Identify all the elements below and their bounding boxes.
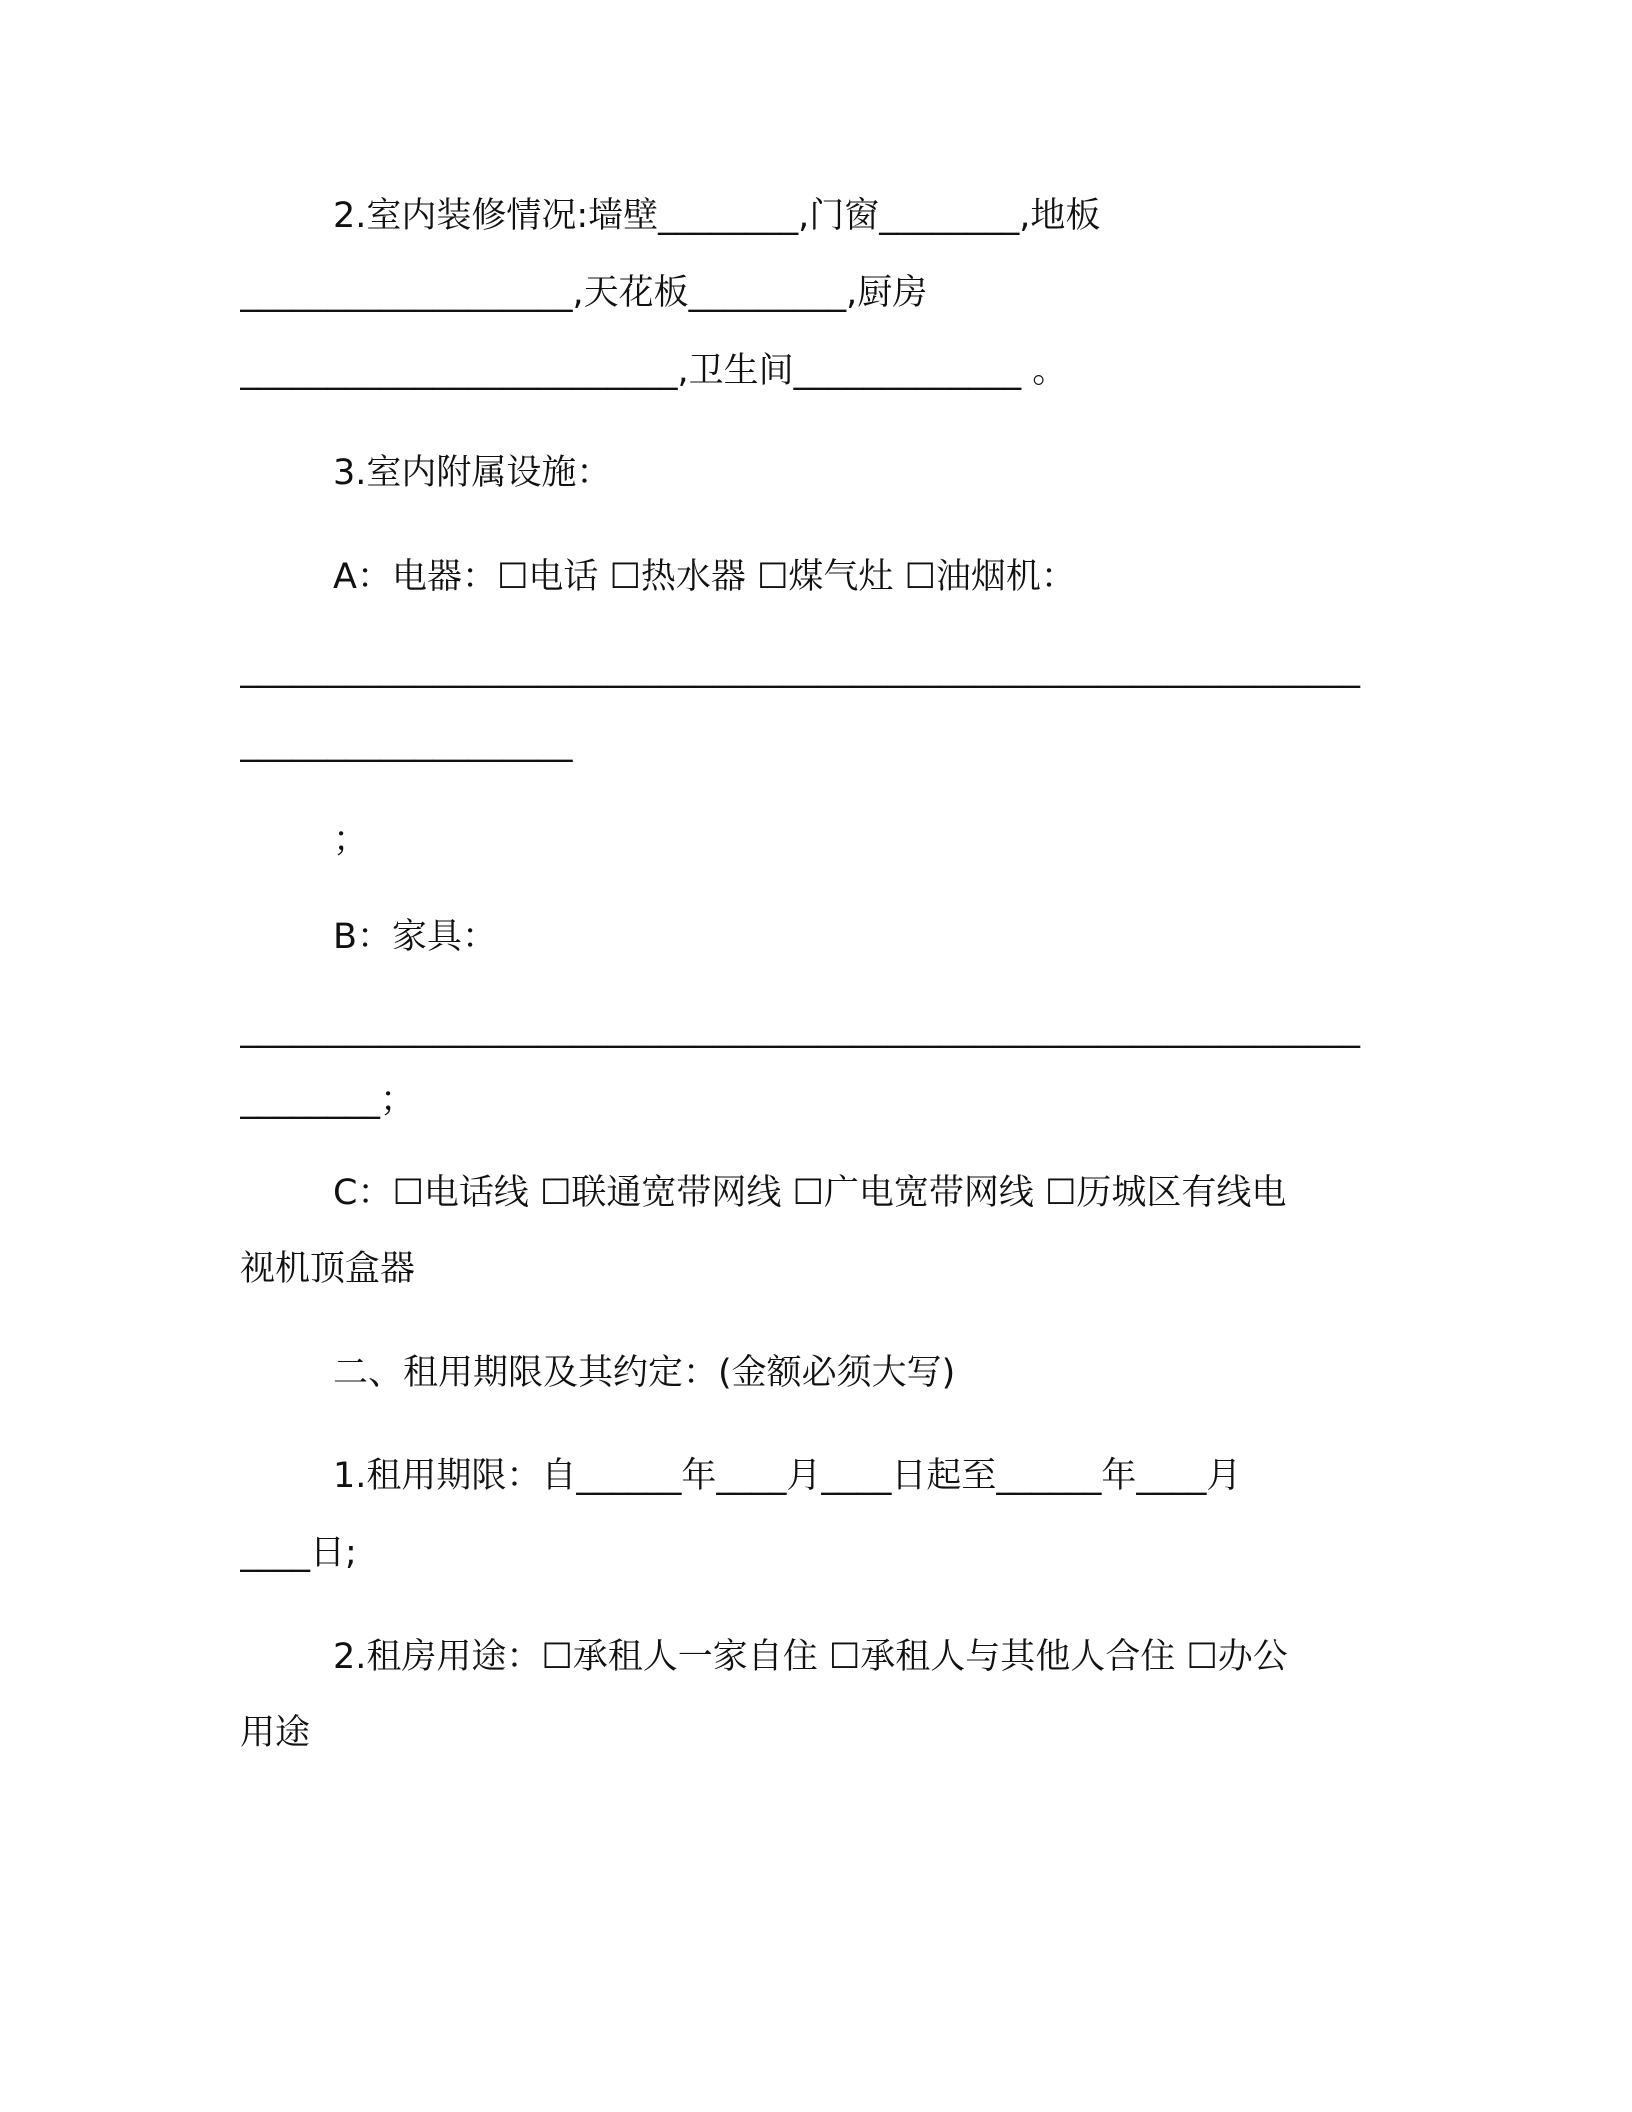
appliances-options: A：电器：☐电话 ☐热水器 ☐煤气灶 ☐油烟机：	[333, 557, 1076, 597]
furniture-blank-line-2: ________；	[240, 1080, 416, 1120]
rental-purpose-line-cont: 用途	[240, 1713, 311, 1753]
facilities-heading: 3.室内附属设施：	[333, 453, 612, 493]
rental-purpose-line: 2.租房用途：☐承租人一家自住 ☐承租人与其他人合住 ☐办公	[333, 1637, 1288, 1677]
network-options-cont: 视机顶盒器	[240, 1249, 416, 1289]
decoration-status-line: 2.室内装修情况:墙壁________,门窗________,地板	[333, 196, 1101, 236]
network-options: C：☐电话线 ☐联通宽带网线 ☐广电宽带网线 ☐历城区有线电	[333, 1173, 1287, 1213]
appliances-blank-line: ________________________________________________________________	[240, 649, 1360, 689]
lease-term-line: 1.租用期限：自______年____月____日起至______年____月	[333, 1456, 1242, 1496]
lease-term-line-cont: ____日;	[240, 1533, 357, 1573]
furniture-label: B：家具：	[333, 917, 498, 957]
section-two-heading: 二、租用期限及其约定：(金额必须大写)	[333, 1353, 956, 1393]
decoration-status-line-cont: ___________________,天花板_________,厨房	[240, 273, 928, 313]
appliances-blank-line-2: ___________________	[240, 723, 573, 763]
appliances-semicolon: ；	[333, 820, 369, 860]
furniture-blank-line: ________________________________________________________________	[240, 1009, 1360, 1049]
decoration-status-line-cont2: _________________________,卫生间_____________ 。	[240, 351, 1068, 391]
